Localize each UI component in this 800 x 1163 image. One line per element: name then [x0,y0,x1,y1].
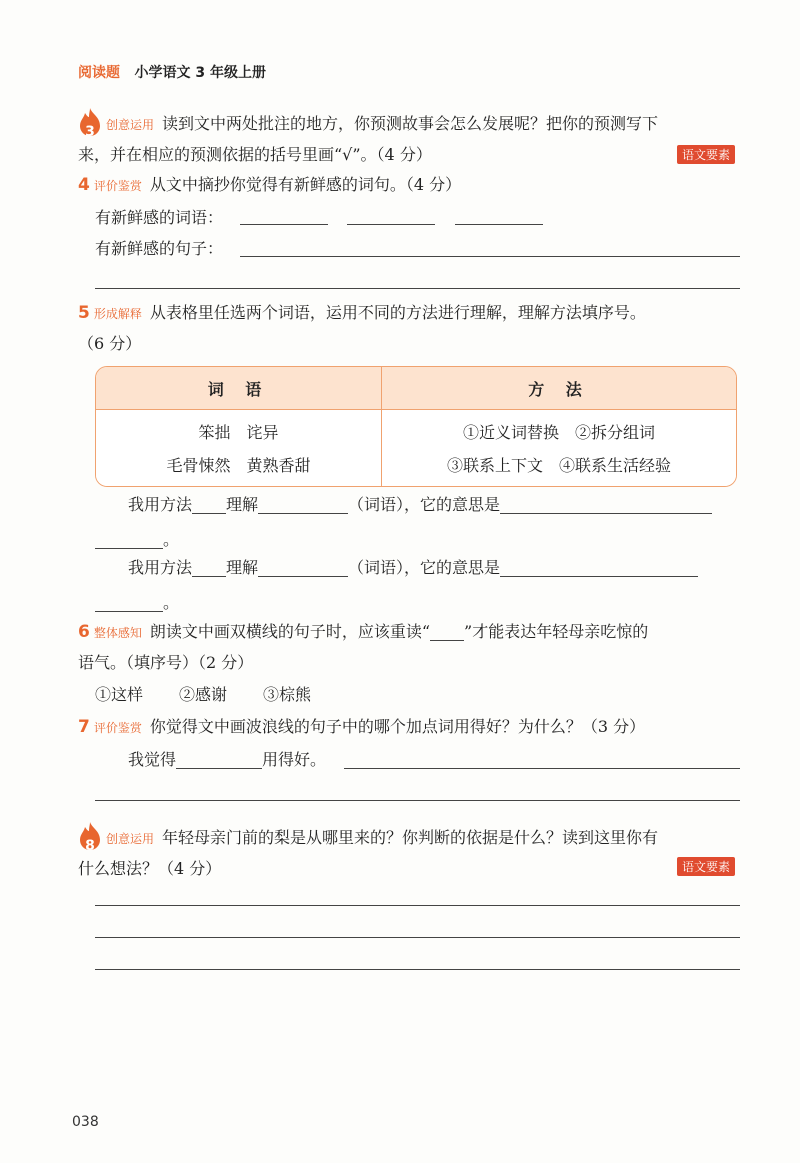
answer-line[interactable] [344,768,740,769]
table-cell: 毛骨悚然 黄熟香甜 [96,448,382,486]
q5-answer-1-cont [95,525,179,555]
answer-blank[interactable] [176,750,262,769]
answer-text: 我用方法 [128,495,193,514]
answer-text: 理解 [226,495,259,514]
section-tag: 阅读题 [78,65,120,81]
question-text: 年轻母亲门前的梨是从哪里来的？你判断的依据是什么？读到这里你有 [162,828,659,847]
q5-answer-2 [128,553,743,583]
option[interactable]: ③棕熊 [263,685,312,704]
category-label: 整体感知 [93,626,142,640]
question-text: 语气。（填序号）（2 分） [78,653,254,672]
question-8 [78,822,758,884]
question-text: 读到文中两处批注的地方，你预测故事会怎么发展呢？把你的预测写下 [162,114,659,133]
q5-answer-1 [128,490,743,520]
question-number: 8 [85,838,95,854]
answer-line[interactable] [95,800,740,801]
table-cell: 笨拙 诧异 [96,410,382,448]
answer-text: 我觉得 [128,750,177,769]
question-number: 4 [78,175,90,195]
answer-blank[interactable] [240,224,328,225]
category-label: 形成解释 [93,307,142,321]
answer-blank[interactable] [258,495,348,514]
answer-blank[interactable] [192,495,226,514]
category-label: 创意运用 [106,832,155,846]
question-text: 来，并在相应的预测依据的括号里画“√”。（4 分） [78,145,432,164]
q4-words-row [95,203,223,233]
answer-blank[interactable] [258,558,348,577]
flame-icon [78,822,102,854]
answer-line[interactable] [95,969,740,970]
question-text: 朗读文中画双横线的句子时，应该重读“ [149,622,431,641]
question-text: 什么想法？（4 分） [78,859,222,878]
option[interactable]: ①这样 [95,685,144,704]
answer-blank[interactable] [95,593,163,612]
question-7 [78,712,758,743]
answer-text: 用得好。 [262,750,327,769]
words-label: 有新鲜感的词语： [95,208,224,227]
q5-answer-2-cont [95,588,179,618]
question-number: 3 [85,124,95,140]
q4-sentence-row [95,234,223,264]
question-text: ”才能表达年轻母亲吃惊的 [464,622,649,641]
answer-text: （词语），它的意思是 [348,495,501,514]
question-text: 从表格里任选两个词语，运用不同的方法进行理解，理解方法填序号。 [149,303,646,322]
answer-blank[interactable] [500,558,698,577]
answer-text: （词语），它的意思是 [348,558,501,577]
category-label: 评价鉴赏 [93,179,142,193]
answer-blank[interactable] [500,495,712,514]
answer-blank[interactable] [455,224,543,225]
table-header-words: 词 语 [96,367,382,410]
table-header-methods: 方 法 [382,367,736,410]
answer-blank[interactable] [192,558,226,577]
table-cell: ①近义词替换 ②拆分组词 [382,410,736,448]
badge-chinese-elements: 语文要素 [677,857,735,876]
method-table [95,366,737,487]
q6-options [95,680,311,710]
option[interactable]: ②感谢 [179,685,228,704]
q7-answer [128,745,326,775]
question-number: 5 [78,303,90,323]
answer-text: 。 [163,593,180,612]
question-6 [78,617,758,678]
badge-chinese-elements: 语文要素 [677,145,735,164]
question-text: （6 分） [78,334,142,353]
question-5 [78,298,758,359]
answer-line[interactable] [95,288,740,289]
answer-line[interactable] [95,905,740,906]
page-number: 038 [72,1114,99,1130]
question-text: 从文中摘抄你觉得有新鲜感的词句。（4 分） [149,175,462,194]
category-label: 创意运用 [106,118,155,132]
question-4 [78,170,461,201]
flame-icon [78,108,102,140]
table-cell: ③联系上下文 ④联系生活经验 [382,448,736,486]
sentence-label: 有新鲜感的句子： [95,239,224,258]
answer-text: 理解 [226,558,259,577]
answer-blank[interactable] [347,224,435,225]
question-number: 6 [78,622,90,642]
answer-blank[interactable] [430,622,464,641]
running-header [78,62,266,82]
question-3 [78,108,758,170]
answer-line[interactable] [95,937,740,938]
answer-line[interactable] [240,256,740,257]
question-text: 你觉得文中画波浪线的句子中的哪个加点词用得好？为什么？（3 分） [149,717,646,736]
book-title: 小学语文 3 年级上册 [134,65,266,81]
question-number: 7 [78,717,90,737]
answer-text: 我用方法 [128,558,193,577]
answer-blank[interactable] [95,530,163,549]
category-label: 评价鉴赏 [93,721,142,735]
answer-text: 。 [163,530,180,549]
